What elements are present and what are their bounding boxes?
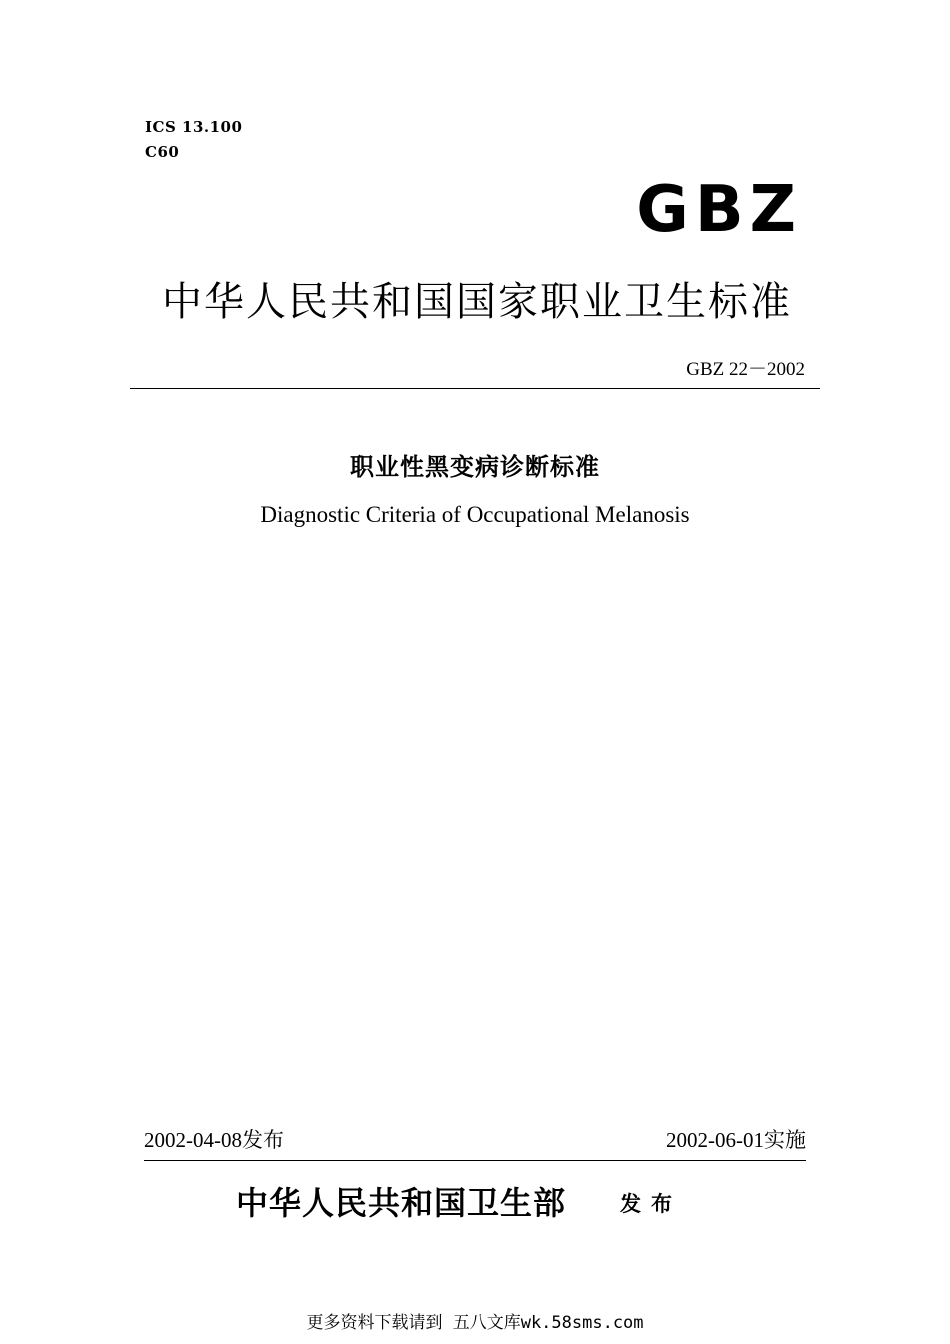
ics-code: ICS 13.100 (145, 118, 243, 136)
implementation-date: 2002-06-01实施 (666, 1128, 806, 1152)
standard-category-title: 中华人民共和国国家职业卫生标准 (162, 279, 792, 325)
document-title-chinese: 职业性黑变病诊断标准 (350, 453, 600, 481)
gbz-logo: GBZ (636, 173, 802, 247)
publish-label: 发布 (620, 1192, 682, 1216)
publisher-name: 中华人民共和国卫生部 (236, 1184, 567, 1222)
document-title-english: Diagnostic Criteria of Occupational Melanosis (260, 502, 690, 527)
issue-date: 2002-04-08发布 (144, 1128, 284, 1152)
ccs-code: C60 (145, 143, 180, 161)
top-divider (130, 388, 820, 389)
bottom-divider (144, 1160, 806, 1161)
footer-download-note: 更多资料下载请到 五八文库wk.58sms.com (306, 1313, 644, 1333)
standard-number: GBZ 22－2002 (686, 359, 805, 380)
